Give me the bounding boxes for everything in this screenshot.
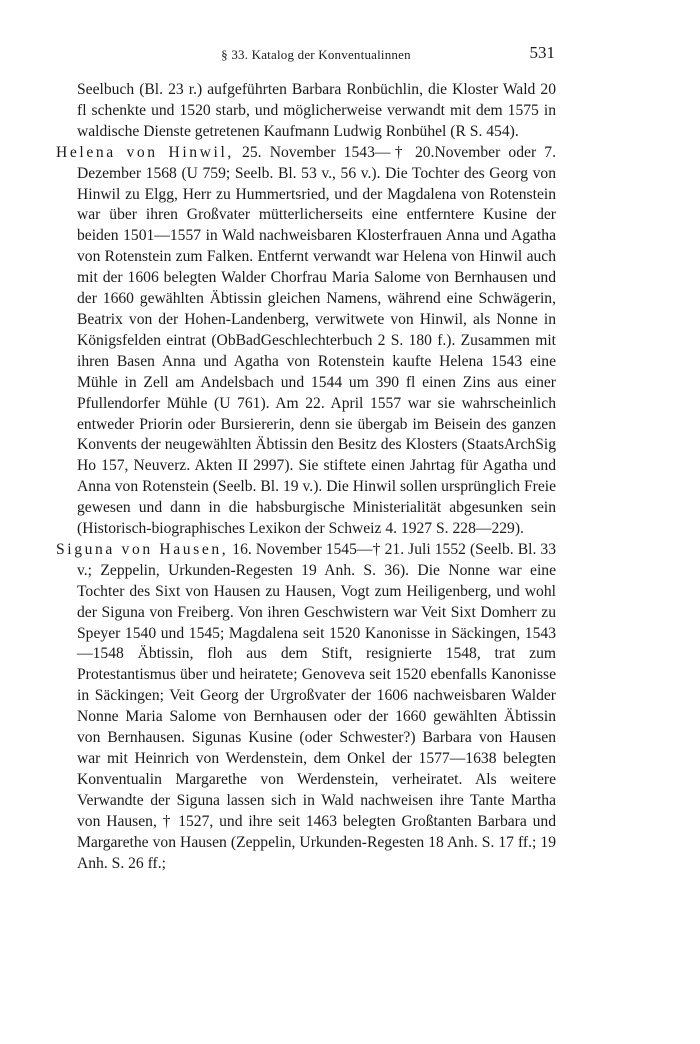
entry-name: Helena von Hinwil, bbox=[56, 143, 234, 161]
running-title: § 33. Katalog der Konventualinnen bbox=[221, 47, 411, 62]
entry-text: 16. November 1545—† 21. Juli 1552 (Seelb. Bl. 33 v.; Zeppelin, Urkunden-Regesten 19 Anh. S. 36). Die Nonne war eine Tochter des Sixt von Hausen zu Hausen, Vogt zum Heiligenberg, und wohl der Siguna von Freiberg. Von ihren Geschwistern war Veit Sixt Domherr zu Speyer 1540 und 1545; Magdalena seit 1520 Kanonisse in Säckingen, 1543—1548 Äbtissin, floh aus dem Stift, resignierte 1548, trat zum Protestantismus über und heiratete; Genoveva seit 1520 ebenfalls Kanonisse in Säckingen; Veit Georg der Urgroßvater der 1606 nachweisbaren Walder Nonne Maria Salome von Bernhausen oder der 1660 gewählten Äbtissin von Bernhausen. Sigunas Kusine (oder Schwester?) Barbara von Hausen war mit Heinrich von Werdenstein, dem Onkel der 1577—1638 belegten Konventualin Margarethe von Werdenstein, verheiratet. Als weitere Verwandte der Siguna lassen sich in Wald nachweisen ihre Tante Martha von Hausen, † 1527, und ihre seit 1463 belegten Großtanten Barbara und Margarethe von Hausen (Zeppelin, Urkunden-Regesten 18 Anh. S. 17 ff.; 19 Anh. S. 26 ff.; bbox=[77, 540, 556, 872]
entry-siguna-von-hausen bbox=[56, 540, 556, 875]
paragraph-continuation bbox=[56, 80, 556, 143]
entry-helena-von-hinwil bbox=[56, 143, 556, 540]
entry-name: Siguna von Hausen, bbox=[56, 540, 229, 558]
entry-text: 25. November 1543—† 20.November oder 7. Dezember 1568 (U 759; Seelb. Bl. 53 v., 56 v.). Die Tochter des Georg von Hinwil zu Elgg, Herr zu Hummertsried, und der Magdalena von Rotenstein war über ihren Großvater mütterlicherseits eine entferntere Kusine der beiden 1501—1557 in Wald nachweisbaren Klosterfrauen Anna und Agatha von Rotenstein zum Falken. Entfernt verwandt war Helena von Hinwil auch mit der 1606 belegten Walder Chorfrau Maria Salome von Bernhausen und der 1660 gewählten Äbtissin gleichen Namens, während eine Schwägerin, Beatrix von der Hohen-Landenberg, verwitwete von Hinwil, als Nonne in Königsfelden eintrat (ObBadGeschlechterbuch 2 S. 180 f.). Zusammen mit ihren Basen Anna und Agatha von Rotenstein kaufte Helena 1543 eine Mühle in Zell am Andelsbach und 1544 um 390 fl einen Zins aus einer Pfullendorfer Mühle (U 761). Am 22. April 1557 war sie wahrscheinlich entweder Priorin oder Bursiererin, denn sie übergab im Beisein des ganzen Konvents der neugewählten Äbtissin den Besitz des Klosters (StaatsArchSig Ho 157, Neuverz. Akten II 2997). Sie stiftete einen Jahrtag für Agatha und Anna von Rotenstein (Seelb. Bl. 19 v.). Die Hinwil sollen ursprünglich Freie gewesen und dann in die habsburgische Ministerialität abgesunken sein (Historisch-biographisches Lexikon der Schweiz 4. 1927 S. 228—229). bbox=[77, 143, 556, 538]
running-head bbox=[77, 44, 555, 64]
body-text bbox=[56, 80, 556, 874]
page-number: 531 bbox=[529, 43, 555, 62]
paragraph-text: Seelbuch (Bl. 23 r.) aufgeführten Barbara Ronbüchlin, die Kloster Wald 20 fl schenkte und 1520 starb, und möglicherweise verwandt mit dem 1575 in waldische Dienste getretenen Kaufmann Ludwig Ronbühel (R S. 454). bbox=[77, 81, 556, 140]
